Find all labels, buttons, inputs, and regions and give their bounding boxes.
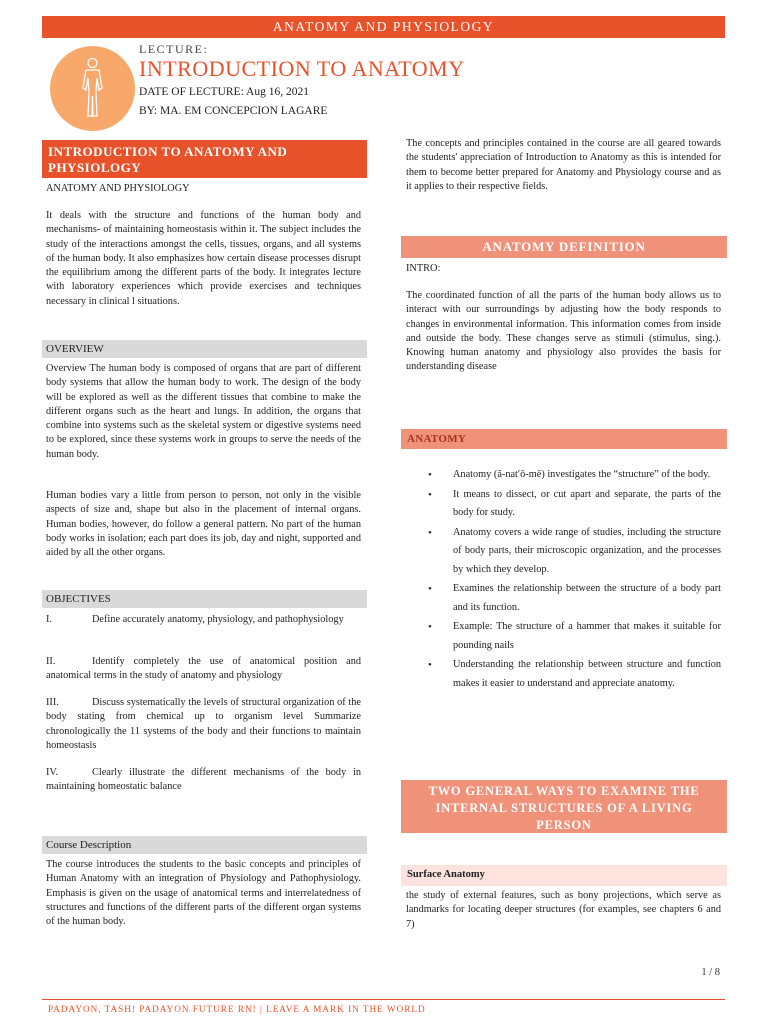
surface-anatomy-paragraph: the study of external features, such as bony projections, which serve as landmarks for locating deeper structures (for examples, see chapters 6 and 7)	[406, 890, 721, 930]
objective-text: Discuss systematically the levels of structural organization of the body stating from chemical up to organism level Summarize chronologically the 11 systems of the body and their functions to maintain homeostasis	[46, 697, 361, 751]
footer-divider	[42, 999, 725, 1000]
overview-heading: OVERVIEW	[42, 340, 367, 358]
objective-item	[46, 696, 361, 753]
objective-item	[46, 613, 361, 627]
anatomy-heading: ANATOMY	[401, 429, 727, 449]
course-description-paragraph: The course introduces the students to the basic concepts and principles of Human Anatomy with an integration of Physiology and Pathophysiology. Emphasis is given on the usage of anatomical terms and interrelatedness of structures and functions of the different parts of the different organ systems of the human body.	[46, 859, 361, 928]
page-number: 1 / 8	[701, 967, 720, 978]
two-ways-heading: TWO GENERAL WAYS TO EXAMINE THE INTERNAL STRUCTURES OF A LIVING PERSON	[401, 780, 727, 833]
objective-number: IV.	[46, 767, 59, 778]
list-item: • Understanding the relationship between structure and function makes it easier to understand and appreciate anatomy.	[406, 656, 721, 693]
objective-text: Clearly illustrate the different mechanisms of the body in maintaining homeostatic balance	[46, 767, 361, 793]
list-item: • Example: The structure of a hammer that makes it suitable for pounding nails	[406, 618, 721, 655]
objective-number: III.	[46, 697, 59, 708]
list-item: • Anatomy (ă-nat′ō-mē) investigates the “structure” of the body.	[406, 466, 721, 485]
course-description-heading: Course Description	[42, 836, 367, 854]
intro-subheading: ANATOMY AND PHYSIOLOGY	[46, 183, 190, 194]
intro-paragraph: It deals with the structure and functions of the human body and mechanisms- of maintaining homeostasis within it. The subject includes the study of the interactions amongst the cells, tissues, organs, and all systems of the human body. It also emphasizes how certain disease processes disrupt the equilibrium among the different parts of the body. It integrates lecture with laboratory experiences which provide exercises and techniques necessary in clinical l situations.	[46, 210, 361, 307]
page-title: INTRODUCTION TO ANATOMY	[139, 56, 465, 81]
objective-number: II.	[46, 656, 56, 667]
list-item: • Anatomy covers a wide range of studies, including the structure of body parts, their microscopic organization, and the processes by which they develop.	[406, 524, 721, 580]
list-item: • Examines the relationship between the structure of a body part and its function.	[406, 580, 721, 617]
objective-number: I.	[46, 614, 53, 625]
concepts-paragraph: The concepts and principles contained in the course are all geared towards the students' appreciation of Introduction to Anatomy as this is intended for them to become better prepared for Anatomy and Physiology course and as it applies to their respective fields.	[406, 138, 721, 192]
objective-item	[46, 655, 361, 684]
lecture-date: DATE OF LECTURE: Aug 16, 2021	[139, 86, 309, 98]
intro-label: INTRO:	[406, 263, 441, 274]
list-item: • It means to dissect, or cut apart and separate, the parts of the body for study.	[406, 486, 721, 523]
human-body-icon	[50, 46, 135, 131]
lecture-label: LECTURE:	[139, 42, 209, 56]
objective-item	[46, 766, 361, 795]
surface-anatomy-heading: Surface Anatomy	[401, 865, 727, 886]
human-figure-logo	[50, 46, 135, 131]
intro-heading: INTRODUCTION TO ANATOMY AND PHYSIOLOGY	[42, 140, 367, 178]
overview-paragraph-2: Human bodies vary a little from person to person, not only in the visible aspects of size and, shape but also in the placement of internal organs. Human bodies, however, do follow a general pattern. No part of the human body works in isolation; each part does its job, day and night, supported and aided by all the other organs.	[46, 490, 361, 559]
objective-text: Define accurately anatomy, physiology, and pathophysiology	[92, 614, 344, 625]
anatomy-bullet-list	[406, 466, 721, 694]
top-banner: ANATOMY AND PHYSIOLOGY	[42, 16, 725, 38]
intro-paragraph-right: The coordinated function of all the parts of the human body allows us to interact with our surroundings by adjusting how the body responds to changes in environmental information. This information comes from inside and outside the body. These changes serve as stimuli (stimulus, sing.). Knowing human anatomy and physiology also provides the basis for understanding disease	[406, 290, 721, 373]
objectives-heading: OBJECTIVES	[42, 590, 367, 608]
footer-motto: PADAYON, TASH! PADAYON FUTURE RN! | LEAVE A MARK IN THE WORLD	[48, 1004, 426, 1014]
anatomy-definition-heading: ANATOMY DEFINITION	[401, 236, 727, 258]
overview-paragraph-1: Overview The human body is composed of organs that are part of different body systems that allow the human body to work. The design of the body will be explored as well as the different tissues that combine to make the different organs such as the heart and lungs. In addition, the organs that combine into systems such as the skeletal system or digestive systems need to be explored, since these systems work in groups to serve the needs of the human body.	[46, 363, 361, 460]
objective-text: Identify completely the use of anatomical position and anatomical terms in the study of anatomy and physiology	[46, 656, 361, 682]
lecture-author: BY: MA. EM CONCEPCION LAGARE	[139, 105, 328, 117]
